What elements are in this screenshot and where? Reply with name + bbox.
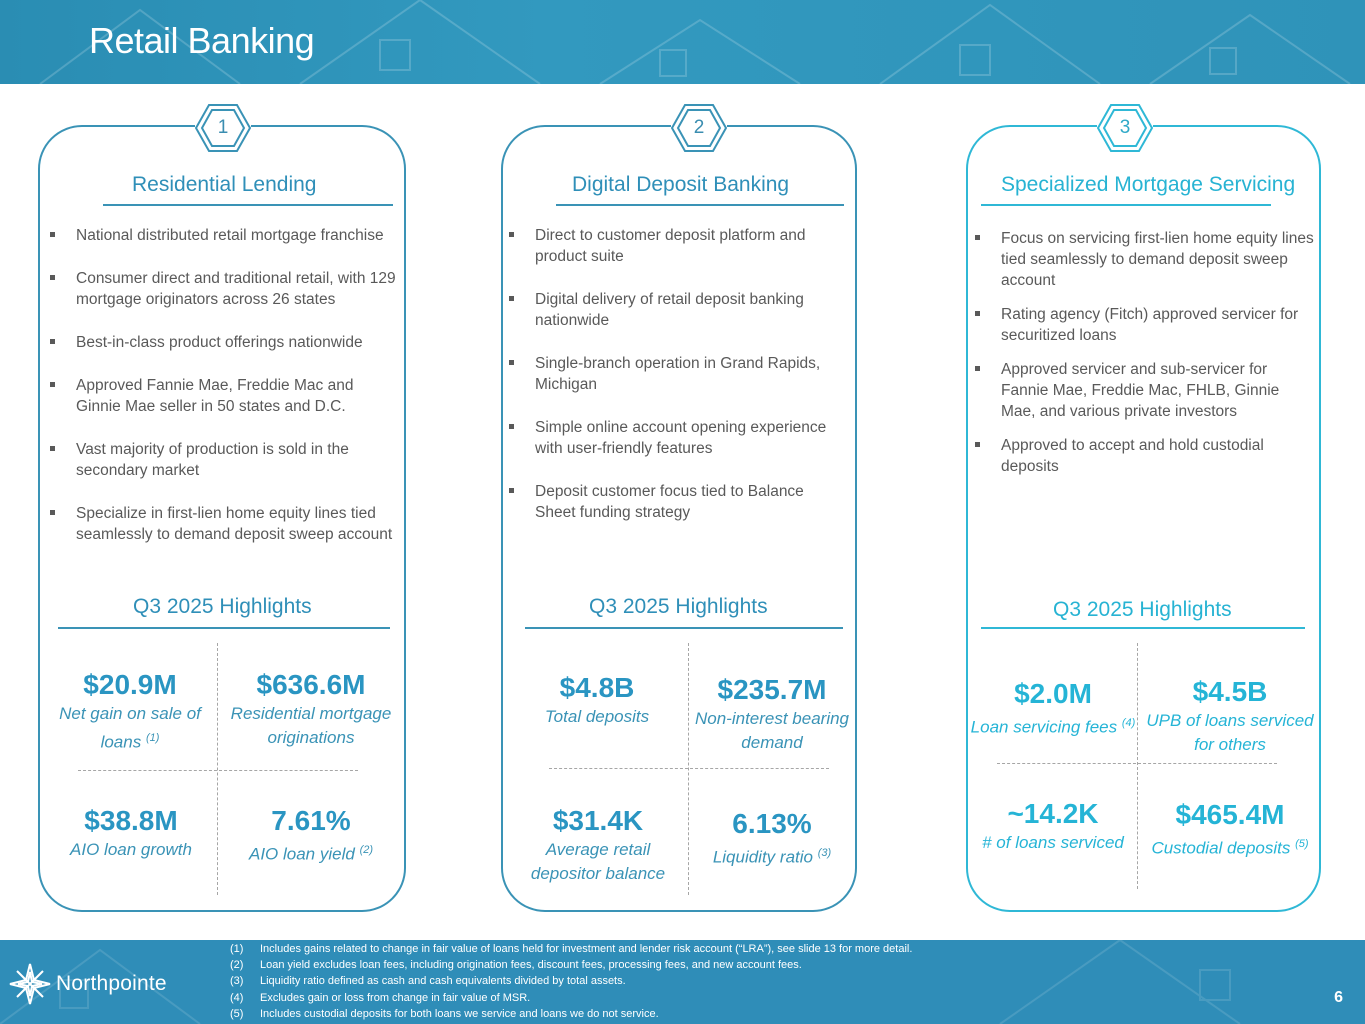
highlights-title: Q3 2025 Highlights — [589, 595, 768, 618]
bullet-item: Approved Fannie Mae, Freddie Mac and Ginnie Mae seller in 50 states and D.C. — [50, 375, 400, 417]
bullet-item: Focus on servicing first-lien home equity lines tied seamlessly to demand deposit sweep account — [975, 228, 1317, 291]
footnote: (2) Loan yield excludes loan fees, including origination fees, discount fees, processing fees, and new account fees. — [230, 959, 802, 972]
metric-label: Residential mortgage originations — [230, 704, 392, 747]
bullet-item: Deposit customer focus tied to Balance Sheet funding strategy — [509, 481, 843, 523]
page-number: 6 — [1334, 989, 1343, 1006]
hexagon-badge — [195, 103, 251, 153]
page-title: Retail Banking — [89, 20, 315, 61]
bullet-item: Vast majority of production is sold in the secondary market — [50, 439, 400, 481]
panel-number: 2 — [693, 117, 705, 138]
metric-label: Non-interest bearing demand — [694, 709, 850, 752]
metric-label: UPB of loans serviced for others — [1146, 711, 1314, 754]
panel-title: Specialized Mortgage Servicing — [1001, 173, 1296, 196]
hexagon-badge — [1097, 103, 1153, 153]
bullet-list — [975, 228, 1317, 477]
title-underline — [556, 204, 844, 206]
footnote: (5) Includes custodial deposits for both loans we service and loans we do not service. — [230, 1007, 659, 1020]
metric-originations — [223, 668, 399, 750]
metric-custodial-deposits — [1144, 798, 1316, 861]
metric-value: $235.7M — [717, 674, 827, 705]
metric-loans-serviced — [973, 797, 1133, 855]
panel-number: 1 — [217, 117, 229, 138]
metric-value: $465.4M — [1175, 799, 1285, 830]
metric-non-interest-demand — [693, 673, 851, 755]
specialized-mortgage-servicing-panel — [966, 117, 1321, 912]
metric-avg-depositor-balance — [517, 804, 679, 886]
metric-value: 6.13% — [732, 808, 812, 839]
panel-title: Digital Deposit Banking — [572, 173, 790, 196]
digital-deposit-banking-panel — [501, 117, 857, 912]
highlights-underline — [981, 627, 1305, 629]
panel-title: Residential Lending — [132, 173, 317, 196]
horizontal-divider — [78, 770, 358, 771]
footnote: (3) Liquidity ratio defined as cash and cash equivalents divided by total assets. — [230, 975, 626, 988]
title-underline — [103, 204, 393, 206]
metric-label: Net gain on sale of loans $^{(1)}$ — [59, 704, 201, 752]
metric-value: 7.61% — [271, 805, 351, 836]
metric-value: $636.6M — [256, 669, 366, 700]
bullet-item: Digital delivery of retail deposit banking nationwide — [509, 289, 843, 331]
bullet-item: Direct to customer deposit platform and product suite — [509, 225, 843, 267]
metric-label: AIO loan yield $^{(2)}$ — [248, 844, 374, 864]
metric-value: $20.9M — [83, 669, 177, 700]
bullet-item: Approved to accept and hold custodial deposits — [975, 435, 1317, 477]
panel-number: 3 — [1119, 117, 1131, 138]
metric-label: # of loans serviced — [982, 833, 1124, 852]
northpointe-logo — [8, 962, 167, 1006]
logo-text: Northpointe — [56, 972, 167, 995]
horizontal-divider — [997, 763, 1277, 764]
bullet-item: Simple online account opening experience with user-friendly features — [509, 417, 843, 459]
footer-bar — [0, 940, 1365, 1024]
vertical-divider — [217, 643, 218, 895]
hexagon-badge — [671, 103, 727, 153]
metric-label: AIO loan growth — [70, 840, 192, 859]
metric-value: $31.4K — [552, 805, 644, 836]
bullet-item: Best-in-class product offerings nationwide — [50, 332, 400, 353]
metric-label: Custodial deposits $^{(5)}$ — [1151, 838, 1309, 858]
metric-value: ~14.2K — [1007, 798, 1099, 829]
metric-label: Liquidity ratio $^{(3)}$ — [712, 847, 832, 867]
metric-value: $38.8M — [84, 805, 178, 836]
vertical-divider — [688, 643, 689, 895]
metric-aio-yield — [223, 804, 399, 867]
metric-aio-growth — [50, 804, 212, 862]
header-banner — [0, 0, 1365, 84]
metric-net-gain — [50, 668, 210, 755]
metric-value: $4.5B — [1192, 676, 1268, 707]
horizontal-divider — [549, 768, 829, 769]
highlights-underline — [58, 627, 390, 629]
highlights-title: Q3 2025 Highlights — [1053, 598, 1232, 621]
metric-label: Total deposits — [544, 707, 650, 726]
footnotes — [230, 941, 912, 1022]
bullet-item: Specialize in first-lien home equity lines tied seamlessly to demand deposit sweep account — [50, 503, 400, 545]
compass-logo-icon — [8, 962, 52, 1006]
highlights-title: Q3 2025 Highlights — [133, 595, 312, 618]
metric-label: Loan servicing fees $^{(4)}$ — [970, 717, 1136, 737]
metric-servicing-fees — [968, 677, 1138, 740]
metric-total-deposits — [517, 671, 677, 729]
bullet-item: Approved servicer and sub-servicer for Fannie Mae, Freddie Mac, FHLB, Ginnie Mae, and various private investors — [975, 359, 1317, 422]
highlights-underline — [525, 627, 843, 629]
footnote: (1) Includes gains related to change in fair value of loans held for investment and lender risk account (“LRA”), see slide 13 for more detail. — [230, 943, 913, 955]
metric-upb-serviced — [1144, 675, 1316, 757]
metric-label: Average retail depositor balance — [530, 840, 666, 883]
bullet-list — [509, 225, 843, 523]
bullet-item: Consumer direct and traditional retail, with 129 mortgage originators across 26 states — [50, 268, 400, 310]
bullet-item: Rating agency (Fitch) approved servicer for securitized loans — [975, 304, 1317, 346]
metric-value: $2.0M — [1014, 678, 1092, 709]
metric-value: $4.8B — [559, 672, 635, 703]
footnote: (4) Excludes gain or loss from change in fair value of MSR. — [230, 991, 531, 1004]
bullet-item: National distributed retail mortgage franchise — [50, 225, 400, 246]
metric-liquidity-ratio — [693, 807, 851, 870]
residential-lending-panel — [38, 117, 406, 912]
bullet-item: Single-branch operation in Grand Rapids, Michigan — [509, 353, 843, 395]
title-underline — [981, 204, 1271, 206]
bullet-list — [50, 225, 400, 545]
